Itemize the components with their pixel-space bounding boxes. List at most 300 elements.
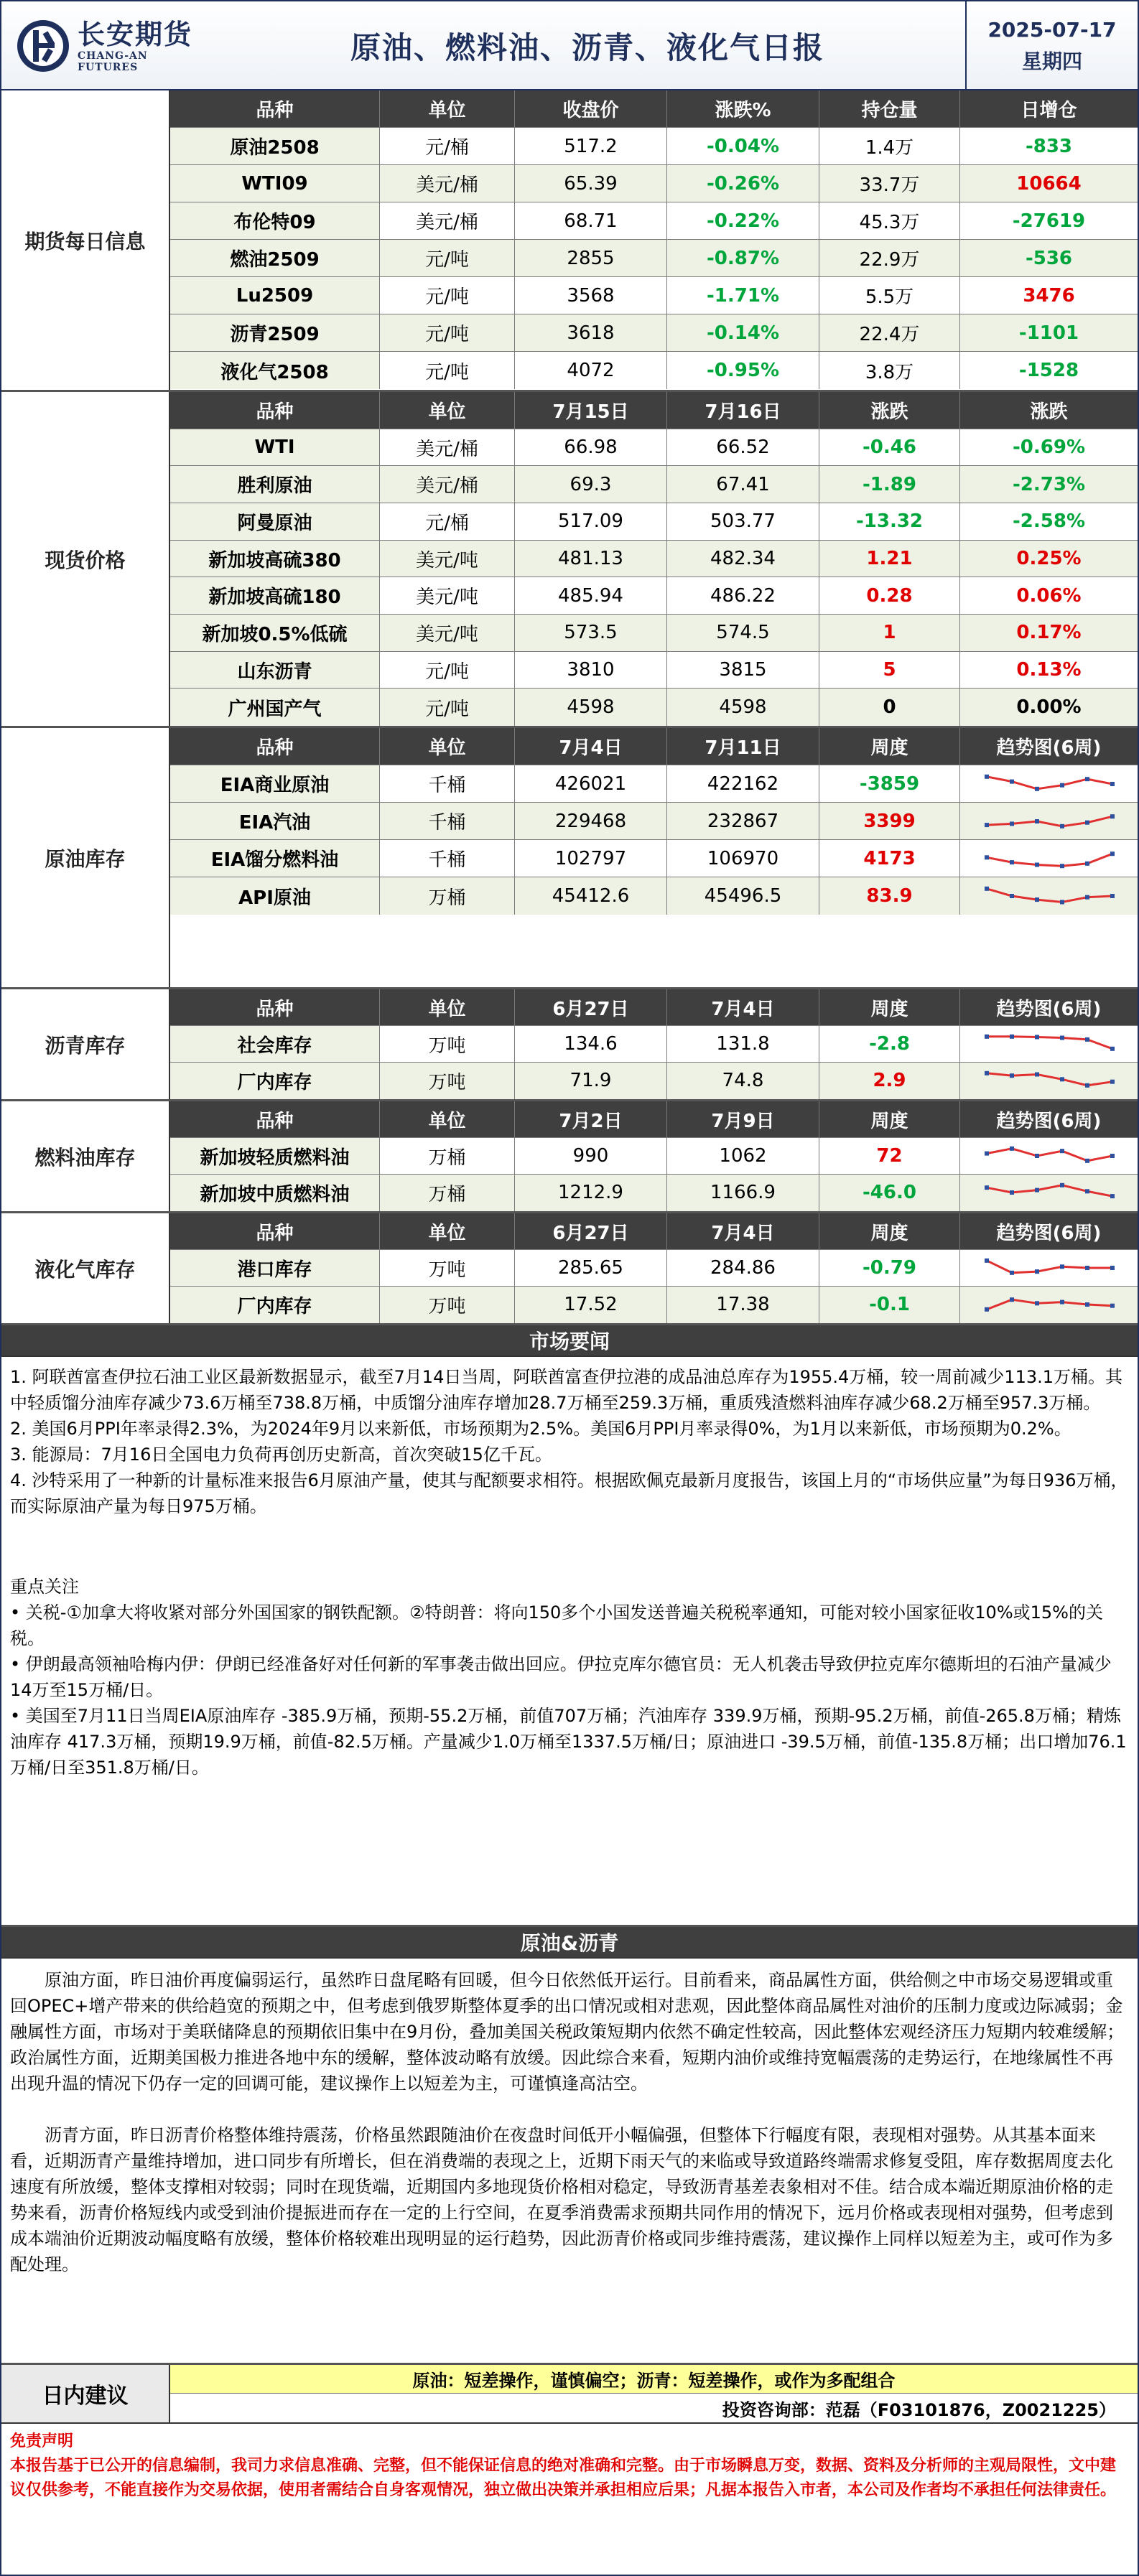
trend-point <box>985 887 989 891</box>
trend-sparkline <box>981 844 1117 874</box>
trend-point <box>1085 1159 1089 1163</box>
trend-point <box>1035 1269 1039 1274</box>
data-row <box>170 615 1138 652</box>
row-value-close: 65.39 <box>515 165 667 202</box>
row-value-unit: 美元/桶 <box>380 165 515 202</box>
row-value-d2: 482.34 <box>667 541 819 577</box>
news-item: 3. 能源局：7月16日全国电力负荷再创历史新高，首次突破15亿千瓦。 <box>10 1445 552 1465</box>
row-value-chg: -0.95% <box>667 352 819 389</box>
trend-point <box>1085 1302 1089 1307</box>
trend-point <box>1085 1037 1089 1042</box>
advice-label: 日内建议 <box>1 2365 170 2422</box>
data-row <box>170 165 1138 202</box>
focus-item: • 美国至7月11日当周EIA原油库存 -385.9万桶，预期-55.2万桶，前值707万桶；汽油库存 339.9万桶，预期-95.2万桶，前值-265.8万桶；精炼油库存 417.3万桶，预期19.9万桶，前值-82.5万桶。产量减少1.0万桶至1337.5万桶/日；原油进口 -39.5万桶，前值-135.8万桶；出口增加76.1万桶/日至351.8万桶/日。 <box>10 1706 1127 1778</box>
section-spot <box>1 392 1138 728</box>
consultant-info: 投资咨询部：范磊（F03101876，Z0021225） <box>170 2394 1138 2422</box>
row-value-chg: 83.9 <box>819 877 960 915</box>
row-name: 胜利原油 <box>170 466 380 503</box>
row-value-d2: 3815 <box>667 652 819 689</box>
logo-emblem-icon <box>14 17 72 75</box>
trend-sparkline <box>981 1029 1117 1059</box>
trend-point <box>1060 783 1064 787</box>
row-value-d2: 486.22 <box>667 577 819 614</box>
trend-line <box>987 1261 1112 1273</box>
logo-cn-text: 长安期货 <box>78 19 193 50</box>
row-value-chg: 2.9 <box>819 1063 960 1099</box>
trend-point <box>1060 1036 1064 1040</box>
trend-point <box>1110 1154 1115 1158</box>
trend-sparkline <box>981 1141 1117 1171</box>
row-value-oi: 1.4万 <box>819 128 960 164</box>
row-name: EIA商业原油 <box>170 765 380 802</box>
row-name: WTI <box>170 429 380 466</box>
data-row <box>170 877 1138 915</box>
column-header: 单位 <box>380 1213 515 1249</box>
column-header: 涨跌 <box>819 392 960 429</box>
column-header: 日增仓 <box>960 90 1138 127</box>
row-value-unit: 万桶 <box>380 1138 515 1174</box>
data-row <box>170 503 1138 541</box>
section-futures <box>1 90 1138 392</box>
trend-point <box>1035 1302 1039 1306</box>
row-value-d1: 426021 <box>515 765 667 802</box>
row-value-pct: 0.25% <box>960 541 1138 577</box>
disclaimer <box>1 2424 1138 2509</box>
row-value-chg: -46.0 <box>819 1175 960 1211</box>
row-value-trend <box>960 840 1138 877</box>
trend-point <box>1010 1035 1014 1039</box>
trend-point <box>1010 1147 1014 1151</box>
disclaimer-title: 免责声明 <box>10 2432 74 2450</box>
row-value-doi: -1528 <box>960 352 1138 389</box>
data-row <box>170 577 1138 615</box>
trend-point <box>1085 1190 1089 1194</box>
row-value-chg: -1.89 <box>819 466 960 503</box>
row-value-oi: 3.8万 <box>819 352 960 389</box>
row-name: 山东沥青 <box>170 652 380 689</box>
row-value-d1: 1212.9 <box>515 1175 667 1211</box>
news-item: 1. 阿联酋富查伊拉石油工业区最新数据显示，截至7月14日当周，阿联酋富查伊拉港的成品油总库存为1955.4万桶，较一周前减少113.1万桶。其中轻质馏分油库存减少73.6万桶至738.8万桶，中质馏分油库存增加28.7万桶至259.3万桶，重质残渣燃料油库存减少68.2万桶至957.3万桶。 <box>10 1367 1123 1413</box>
column-header: 7月11日 <box>667 728 819 765</box>
row-name: 广州国产气 <box>170 689 380 726</box>
trend-sparkline <box>981 1253 1117 1283</box>
trend-line <box>987 816 1112 826</box>
table-header-row <box>170 392 1138 429</box>
column-header: 涨跌 <box>960 392 1138 429</box>
column-header: 单位 <box>380 392 515 429</box>
data-row <box>170 1026 1138 1063</box>
row-value-d1: 71.9 <box>515 1063 667 1099</box>
row-value-d2: 232867 <box>667 803 819 839</box>
news-title: 市场要闻 <box>1 1325 1138 1357</box>
row-value-unit: 美元/桶 <box>380 202 515 239</box>
row-value-chg: -0.87% <box>667 240 819 276</box>
trend-point <box>1110 851 1115 856</box>
row-value-chg: 1 <box>819 615 960 651</box>
data-row <box>170 240 1138 277</box>
trend-point <box>1035 1188 1039 1193</box>
column-header: 趋势图(6周) <box>960 1101 1138 1137</box>
advice-section <box>1 2365 1138 2424</box>
row-value-d2: 574.5 <box>667 615 819 651</box>
row-value-d1: 45412.6 <box>515 877 667 915</box>
row-value-d1: 3810 <box>515 652 667 689</box>
row-value-trend <box>960 1026 1138 1062</box>
section-label: 燃料油库存 <box>1 1101 170 1211</box>
trend-point <box>1110 814 1115 818</box>
row-value-chg: 1.21 <box>819 541 960 577</box>
company-logo <box>14 11 205 80</box>
row-value-d1: 481.13 <box>515 541 667 577</box>
column-header: 收盘价 <box>515 90 667 127</box>
trend-point <box>1110 1266 1115 1270</box>
news-item: 4. 沙特采用了一种新的计量标准来报告6月原油产量，使其与配额要求相符。根据欧佩克最新月度报告，该国上月的“市场供应量”为每日936万桶，而实际原油产量为每日975万桶。 <box>10 1470 1128 1516</box>
row-value-trend <box>960 1175 1138 1211</box>
row-name: 新加坡0.5%低硫 <box>170 615 380 651</box>
trend-point <box>1010 1271 1014 1275</box>
row-value-d2: 503.77 <box>667 503 819 540</box>
row-value-chg: 5 <box>819 652 960 689</box>
row-value-d2: 17.38 <box>667 1287 819 1323</box>
row-value-trend <box>960 1250 1138 1286</box>
row-name: 燃油2509 <box>170 240 380 276</box>
row-value-d1: 573.5 <box>515 615 667 651</box>
report-date-box <box>965 1 1138 90</box>
focus-item: • 关税-①加拿大将收紧对部分外国国家的钢铁配额。②特朗普：将向150多个小国发送普遍关税税率通知，可能对较小国家征收10%或15%的关税。 <box>10 1602 1103 1648</box>
trend-point <box>1110 1047 1115 1051</box>
row-value-pct: -2.73% <box>960 466 1138 503</box>
trend-point <box>1060 1183 1064 1187</box>
trend-point <box>1060 864 1064 868</box>
row-value-chg: 0 <box>819 689 960 726</box>
column-header: 7月4日 <box>515 728 667 765</box>
row-value-trend <box>960 1138 1138 1174</box>
section-label: 液化气库存 <box>1 1213 170 1323</box>
logo-en-text: CHANG-AN FUTURES <box>78 50 148 73</box>
column-header: 周度 <box>819 989 960 1025</box>
data-row <box>170 1138 1138 1175</box>
row-value-d2: 422162 <box>667 765 819 802</box>
row-value-unit: 美元/吨 <box>380 541 515 577</box>
row-name: 布伦特09 <box>170 202 380 239</box>
row-name: 液化气2508 <box>170 352 380 389</box>
trend-point <box>1060 1078 1064 1082</box>
column-header: 涨跌% <box>667 90 819 127</box>
trend-point <box>1035 1154 1039 1158</box>
column-header: 7月4日 <box>667 1213 819 1249</box>
trend-point <box>1035 1035 1039 1039</box>
row-value-d1: 990 <box>515 1138 667 1174</box>
news-item: 2. 美国6月PPI年率录得2.3%，为2024年9月以来新低，市场预期为2.5%。美国6月PPI月率录得0%，为1月以来新低，市场预期为0.2%。 <box>10 1419 1071 1439</box>
data-row <box>170 314 1138 352</box>
row-value-d1: 66.98 <box>515 429 667 466</box>
trend-point <box>1035 897 1039 902</box>
row-value-d2: 74.8 <box>667 1063 819 1099</box>
row-value-unit: 元/吨 <box>380 277 515 314</box>
row-value-d1: 485.94 <box>515 577 667 614</box>
trend-point <box>1085 777 1089 781</box>
trend-point <box>1035 862 1039 867</box>
table-header-row <box>170 1213 1138 1250</box>
row-value-unit: 元/吨 <box>380 314 515 351</box>
row-value-pct: 0.17% <box>960 615 1138 651</box>
section-label: 期货每日信息 <box>1 90 170 390</box>
column-header: 持仓量 <box>819 90 960 127</box>
section-label: 沥青库存 <box>1 989 170 1099</box>
row-value-unit: 美元/桶 <box>380 466 515 503</box>
row-name: 阿曼原油 <box>170 503 380 540</box>
analysis-title: 原油&沥青 <box>1 1927 1138 1959</box>
section-table <box>170 392 1138 726</box>
column-header: 周度 <box>819 1101 960 1137</box>
analysis-asphalt-paragraph: 沥青方面，昨日沥青价格整体维持震荡，价格虽然跟随油价在夜盘时间低开小幅偏强，但整体下行幅度有限，表现相对强势。从其基本面来看，近期沥青产量维持增加，进口同步有所增长，但在消费端的表现之上，近期下雨天气的来临或导致道路终端需求修复受阻，库存数据周度去化速度有所放缓，整体支撑相对较弱；同时在现货端，近期国内多地现货价格相对稳定，导致沥青基差表象相对不佳。结合成本端近期原油价格的走势来看，沥青价格短线内或受到油价提振进而存在一定的上行空间，在夏季消费需求预期共同作用的情况下，远月价格或表现相对强势，但考虑到成本端油价近期波动幅度略有放缓，整体价格较难出现明显的运行趋势，因此沥青价格或同步维持震荡，建议操作上同样以短差为主，或可作为多配处理。 <box>10 2125 1113 2274</box>
row-name: 厂内库存 <box>170 1063 380 1099</box>
trend-point <box>1060 1149 1064 1153</box>
trend-line <box>987 1037 1112 1049</box>
trend-point <box>1110 894 1115 898</box>
data-row <box>170 803 1138 840</box>
report-date: 2025-07-17 <box>987 18 1117 42</box>
column-header: 7月15日 <box>515 392 667 429</box>
row-name: 沥青2509 <box>170 314 380 351</box>
table-header-row <box>170 90 1138 128</box>
trend-point <box>1110 1080 1115 1084</box>
row-name: 新加坡高硫180 <box>170 577 380 614</box>
trend-point <box>1110 1195 1115 1199</box>
column-header: 品种 <box>170 989 380 1025</box>
row-value-unit: 万吨 <box>380 1287 515 1323</box>
trend-sparkline <box>981 806 1117 836</box>
trend-point <box>985 1071 989 1075</box>
trend-point <box>1010 894 1014 898</box>
row-value-close: 4072 <box>515 352 667 389</box>
row-value-unit: 美元/桶 <box>380 429 515 466</box>
section-table <box>170 90 1138 390</box>
row-value-d2: 45496.5 <box>667 877 819 915</box>
row-value-doi: 3476 <box>960 277 1138 314</box>
trend-point <box>1060 1264 1064 1269</box>
row-value-chg: 4173 <box>819 840 960 877</box>
row-value-d1: 69.3 <box>515 466 667 503</box>
report-title: 原油、燃料油、沥青、液化气日报 <box>350 30 824 65</box>
row-name: Lu2509 <box>170 277 380 314</box>
row-value-oi: 33.7万 <box>819 165 960 202</box>
data-row <box>170 1250 1138 1287</box>
data-row <box>170 840 1138 877</box>
trend-line <box>987 854 1112 866</box>
row-value-unit: 千桶 <box>380 803 515 839</box>
row-value-d1: 285.65 <box>515 1250 667 1286</box>
analysis-block <box>1 1959 1138 2365</box>
trend-point <box>1085 820 1089 824</box>
disclaimer-text: 本报告基于已公开的信息编制，我司力求信息准确、完整，但不能保证信息的绝对准确和完整。由于市场瞬息万变，数据、资料及分析师的主观局限性，文中建议仅供参考，不能直接作为交易依据，使用者需结合自身客观情况，独立做出决策并承担相应后果；凡据本报告入市者，本公司及作者均不承担任何法律责任。 <box>10 2457 1117 2499</box>
row-value-chg: -0.22% <box>667 202 819 239</box>
section-table <box>170 728 1138 987</box>
row-value-chg: -13.32 <box>819 503 960 540</box>
trend-sparkline <box>981 769 1117 799</box>
row-value-unit: 元/桶 <box>380 503 515 540</box>
trend-line <box>987 1149 1112 1161</box>
column-header: 品种 <box>170 728 380 765</box>
row-name: 新加坡中质燃料油 <box>170 1175 380 1211</box>
trend-point <box>1010 821 1014 826</box>
row-name: 新加坡高硫380 <box>170 541 380 577</box>
trend-point <box>1010 1190 1014 1195</box>
row-value-d1: 4598 <box>515 689 667 726</box>
trend-point <box>985 774 989 778</box>
column-header: 单位 <box>380 989 515 1025</box>
news-block <box>1 1357 1138 1927</box>
row-value-close: 2855 <box>515 240 667 276</box>
row-name: WTI09 <box>170 165 380 202</box>
data-row <box>170 429 1138 467</box>
row-value-close: 68.71 <box>515 202 667 239</box>
row-value-d1: 17.52 <box>515 1287 667 1323</box>
row-value-unit: 万吨 <box>380 1026 515 1062</box>
row-value-chg: -0.46 <box>819 429 960 466</box>
column-header: 周度 <box>819 728 960 765</box>
trend-point <box>1010 779 1014 783</box>
row-value-d1: 134.6 <box>515 1026 667 1062</box>
row-value-chg: -0.1 <box>819 1287 960 1323</box>
row-value-oi: 22.4万 <box>819 314 960 351</box>
trend-line <box>987 1073 1112 1086</box>
row-value-unit: 美元/吨 <box>380 615 515 651</box>
row-value-close: 3568 <box>515 277 667 314</box>
trend-line <box>987 1300 1112 1310</box>
trend-sparkline <box>981 881 1117 911</box>
row-value-trend <box>960 765 1138 802</box>
row-value-unit: 万桶 <box>380 1175 515 1211</box>
trend-point <box>1060 1300 1064 1305</box>
row-value-unit: 万桶 <box>380 877 515 915</box>
row-value-unit: 千桶 <box>380 840 515 877</box>
trend-point <box>985 855 989 859</box>
data-row <box>170 1287 1138 1323</box>
row-value-d1: 517.09 <box>515 503 667 540</box>
focus-title: 重点关注 <box>10 1577 79 1597</box>
trend-point <box>985 1307 989 1312</box>
data-row <box>170 277 1138 314</box>
column-header: 趋势图(6周) <box>960 989 1138 1025</box>
row-value-unit: 元/吨 <box>380 240 515 276</box>
trend-point <box>1085 1266 1089 1270</box>
trend-sparkline <box>981 1289 1117 1320</box>
row-value-doi: -27619 <box>960 202 1138 239</box>
row-value-chg: 0.28 <box>819 577 960 614</box>
column-header: 6月27日 <box>515 989 667 1025</box>
row-value-doi: -536 <box>960 240 1138 276</box>
row-value-chg: -3859 <box>819 765 960 802</box>
column-header: 趋势图(6周) <box>960 728 1138 765</box>
analysis-crude-paragraph: 原油方面，昨日油价再度偏弱运行，虽然昨日盘尾略有回暖，但今日依然低开运行。目前看来，商品属性方面，供给侧之中市场交易逻辑或重回OPEC+增产带来的供给趋宽的预期之中，但考虑到俄罗斯整体夏季的出口情况或相对悲观，因此整体商品属性对油价的压制力度或边际减弱；金融属性方面，市场对于美联储降息的预期依旧集中在9月份，叠加美国关税政策短期内依然不确定性较高，因此整体宏观经济压力短期内较难缓解；政治属性方面，近期美国极力推进各地中东的缓解，整体波动略有放缓。因此综合来看，短期内油价或维持宽幅震荡的走势运行，在地缘属性不再出现升温的情况下仍存一定的回调可能，建议操作上以短差为主，可谨慎逢高沽空。 <box>10 1970 1125 2094</box>
row-name: 新加坡轻质燃料油 <box>170 1138 380 1174</box>
column-header: 品种 <box>170 1213 380 1249</box>
data-row <box>170 202 1138 240</box>
row-name: 社会库存 <box>170 1026 380 1062</box>
trend-point <box>1035 819 1039 823</box>
row-value-pct: 0.13% <box>960 652 1138 689</box>
trend-point <box>1060 900 1064 905</box>
row-value-doi: -833 <box>960 128 1138 164</box>
data-row <box>170 352 1138 389</box>
section-label: 原油库存 <box>1 728 170 987</box>
trend-line <box>987 1185 1112 1196</box>
table-header-row <box>170 728 1138 765</box>
column-header: 趋势图(6周) <box>960 1213 1138 1249</box>
row-name: 原油2508 <box>170 128 380 164</box>
column-header: 品种 <box>170 1101 380 1137</box>
trend-line <box>987 776 1112 788</box>
column-header: 7月4日 <box>667 989 819 1025</box>
row-value-chg: -0.14% <box>667 314 819 351</box>
row-name: EIA汽油 <box>170 803 380 839</box>
table-header-row <box>170 1101 1138 1138</box>
trend-point <box>985 1259 989 1263</box>
row-value-d1: 229468 <box>515 803 667 839</box>
column-header: 周度 <box>819 1213 960 1249</box>
row-value-pct: -0.69% <box>960 429 1138 466</box>
trend-sparkline <box>981 1065 1117 1096</box>
column-header: 7月9日 <box>667 1101 819 1137</box>
row-value-oi: 5.5万 <box>819 277 960 314</box>
trend-point <box>1085 1083 1089 1088</box>
row-value-unit: 元/吨 <box>380 352 515 389</box>
row-name: 厂内库存 <box>170 1287 380 1323</box>
section-label: 现货价格 <box>1 392 170 726</box>
data-row <box>170 541 1138 578</box>
column-header: 6月27日 <box>515 1213 667 1249</box>
data-row <box>170 128 1138 165</box>
column-header: 单位 <box>380 1101 515 1137</box>
table-header-row <box>170 989 1138 1026</box>
trend-point <box>1035 786 1039 790</box>
row-value-chg: 72 <box>819 1138 960 1174</box>
trend-point <box>1010 1298 1014 1302</box>
section-fuel_inv <box>1 1101 1138 1213</box>
row-value-d2: 1166.9 <box>667 1175 819 1211</box>
section-table <box>170 1213 1138 1323</box>
column-header: 单位 <box>380 728 515 765</box>
trend-point <box>985 1186 989 1190</box>
row-value-d2: 131.8 <box>667 1026 819 1062</box>
row-value-d2: 4598 <box>667 689 819 726</box>
trend-point <box>1010 1074 1014 1078</box>
row-value-doi: -1101 <box>960 314 1138 351</box>
row-value-unit: 万吨 <box>380 1250 515 1286</box>
section-asphalt_inv <box>1 989 1138 1101</box>
row-value-oi: 45.3万 <box>819 202 960 239</box>
column-header: 品种 <box>170 90 380 127</box>
row-value-unit: 元/桶 <box>380 128 515 164</box>
trend-point <box>985 1035 989 1039</box>
trend-point <box>1035 1073 1039 1077</box>
data-row <box>170 1063 1138 1099</box>
row-value-d2: 1062 <box>667 1138 819 1174</box>
trend-point <box>1110 782 1115 786</box>
row-value-pct: -2.58% <box>960 503 1138 540</box>
row-name: 港口库存 <box>170 1250 380 1286</box>
row-value-d2: 66.52 <box>667 429 819 466</box>
column-header: 品种 <box>170 392 380 429</box>
section-lpg_inv <box>1 1213 1138 1325</box>
row-value-chg: -0.79 <box>819 1250 960 1286</box>
trend-point <box>985 1152 989 1156</box>
row-value-d2: 106970 <box>667 840 819 877</box>
report-weekday: 星期四 <box>1021 50 1082 73</box>
row-value-d1: 102797 <box>515 840 667 877</box>
row-value-pct: 0.00% <box>960 689 1138 726</box>
